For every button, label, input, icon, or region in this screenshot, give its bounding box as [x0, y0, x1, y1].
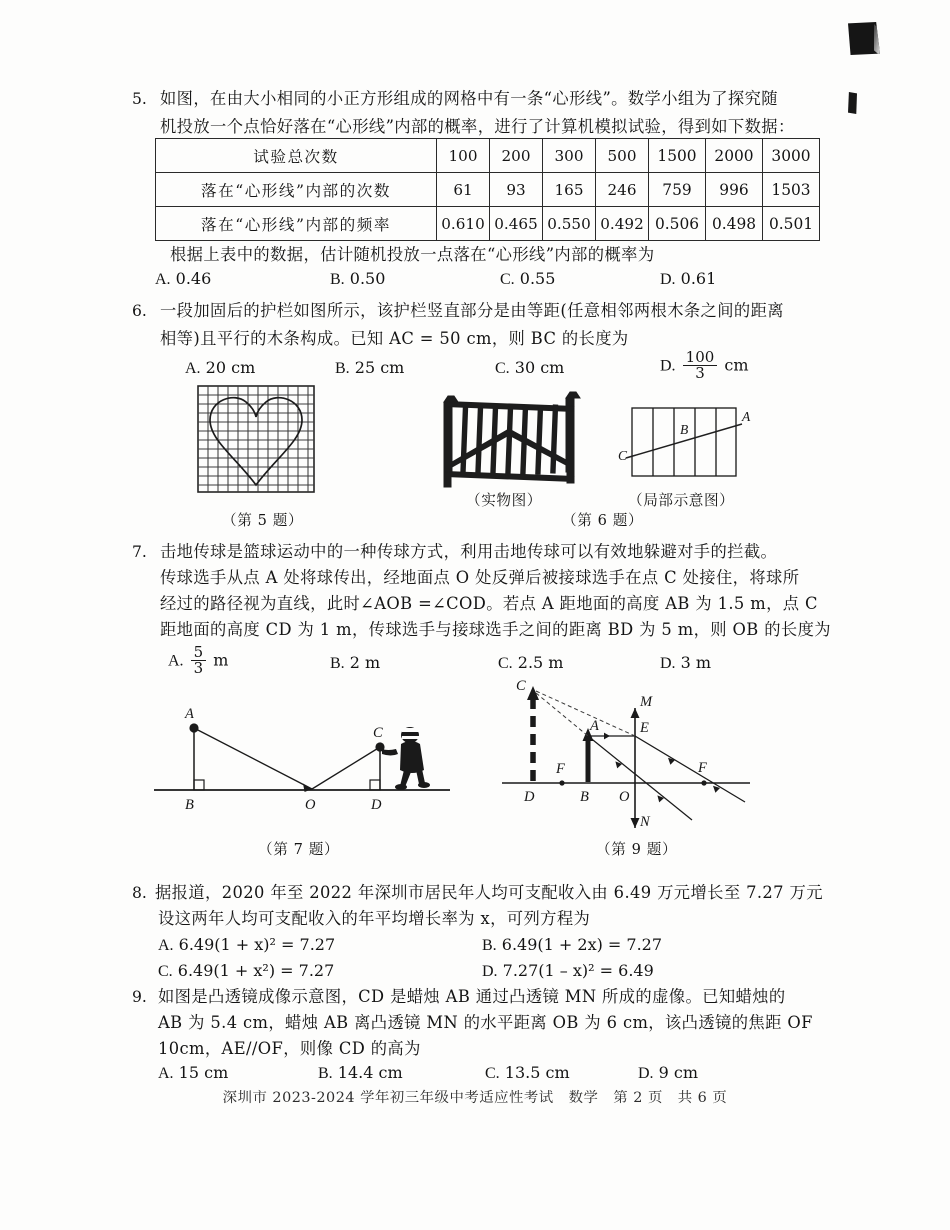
option-label: B.: [318, 1065, 333, 1082]
table-cell: 500: [596, 139, 649, 173]
fraction-numerator: 100: [685, 348, 715, 366]
option-label: A.: [155, 271, 171, 288]
option-text: 20 cm: [205, 358, 256, 377]
table-row-header: 落在“心形线”内部的频率: [156, 207, 437, 241]
option-label: D.: [660, 271, 676, 288]
option-text: 2.5 m: [517, 653, 564, 672]
question-7-number: 7.: [132, 543, 147, 561]
question-9-option-d: [638, 1060, 698, 1087]
basketball-player-icon: [382, 727, 430, 790]
table-cell: 0.501: [763, 207, 820, 241]
question-8-option-d: [482, 958, 654, 985]
table-cell: 200: [490, 139, 543, 173]
question-5-tail-line: 根据上表中的数据，估计随机投放一点落在“心形线”内部的概率为: [170, 245, 655, 264]
question-7-option-b: [330, 650, 380, 677]
table-cell: 0.506: [649, 207, 706, 241]
table-cell: 61: [437, 173, 490, 207]
option-label: A.: [185, 360, 201, 377]
option-text: 7.27(1 – x)² = 6.49: [502, 961, 654, 980]
probability-table: [155, 138, 820, 241]
question-9-option-c: [485, 1060, 570, 1087]
figure-label-b: B: [185, 797, 194, 813]
convex-lens-figure: [492, 668, 792, 833]
option-text: 13.5 cm: [504, 1063, 570, 1082]
question-9-option-a: [158, 1060, 228, 1087]
table-cell: 2000: [706, 139, 763, 173]
option-text: 25 cm: [354, 358, 405, 377]
figure-label-d: D: [371, 797, 382, 813]
question-5-number: 5.: [132, 90, 147, 108]
figure-label-c: C: [373, 725, 383, 741]
question-6-subcaption-schematic: （局部示意图）: [628, 492, 735, 509]
table-cell: 996: [706, 173, 763, 207]
table-cell: 759: [649, 173, 706, 207]
lens-label-n: N: [640, 814, 650, 830]
table-cell: 0.492: [596, 207, 649, 241]
table-cell: 93: [490, 173, 543, 207]
scan-artifact-icon: [848, 22, 880, 55]
question-6-option-b: [335, 355, 404, 382]
option-text: 0.55: [519, 269, 556, 288]
fraction-denominator: 3: [191, 660, 207, 676]
question-5-figure-caption: （第 5 题）: [222, 512, 304, 529]
fraction-numerator: 5: [193, 643, 204, 661]
option-unit: cm: [724, 355, 749, 375]
question-6-option-c: [495, 355, 564, 382]
table-cell: 0.498: [706, 207, 763, 241]
question-5-option-b: [330, 266, 385, 293]
option-label: C.: [500, 271, 515, 288]
schematic-label-a: A: [742, 409, 751, 424]
lens-label-a: A: [590, 718, 599, 734]
option-text: 0.46: [175, 269, 212, 288]
question-8-line-2: 设这两年人均可支配收入的年平均增长率为 x，可列方程为: [158, 909, 591, 928]
option-text: 6.49(1 + x²) = 7.27: [177, 961, 335, 980]
table-cell: 1503: [763, 173, 820, 207]
option-text: 2 m: [349, 653, 381, 672]
table-row-header: 落在“心形线”内部的次数: [156, 173, 437, 207]
question-9-line-1: 如图是凸透镜成像示意图，CD 是蜡烛 AB 通过凸透镜 MN 所成的虚像。已知蜡烛的: [158, 987, 786, 1006]
option-label: D.: [638, 1065, 654, 1082]
option-text: 15 cm: [178, 1063, 229, 1082]
schematic-label-b: B: [680, 422, 689, 437]
question-6-number: 6.: [132, 302, 147, 320]
table-cell: 0.550: [543, 207, 596, 241]
question-5-option-d: [660, 266, 716, 293]
figure-label-a: A: [185, 706, 194, 722]
option-label: D.: [482, 963, 498, 980]
lens-label-f-left: F: [556, 761, 565, 777]
option-text: 30 cm: [514, 358, 565, 377]
lens-label-e: E: [640, 720, 649, 736]
question-9-line-2: AB 为 5.4 cm，蜡烛 AB 离凸透镜 MN 的水平距离 OB 为 6 cm，该凸透镜的焦距 OF: [158, 1013, 813, 1032]
option-label: B.: [330, 655, 345, 672]
question-7-line-3: 经过的路径视为直线，此时∠AOB =∠COD。若点 A 距地面的高度 AB 为 1.5 m，点 C: [160, 594, 818, 613]
option-label: C.: [485, 1065, 500, 1082]
question-6-line-2: 相等)且平行的木条构成。已知 AC = 50 cm，则 BC 的长度为: [160, 329, 629, 348]
option-label: B.: [482, 937, 497, 954]
question-7-line-2: 传球选手从点 A 处将球传出，经地面点 O 处反弹后被接球选手在点 C 处接住，将球所: [160, 568, 800, 587]
question-9-line-3: 10cm，AE//OF，则像 CD 的高为: [158, 1039, 421, 1058]
lens-label-b: B: [580, 789, 589, 805]
question-6-option-a: [185, 355, 255, 382]
bounce-pass-figure: [152, 692, 452, 817]
option-text: 9 cm: [658, 1063, 699, 1082]
option-label: C.: [495, 360, 510, 377]
question-8-option-a: [158, 932, 335, 959]
table-row-header: 试验总次数: [156, 139, 437, 173]
page-footer: 深圳市 2023-2024 学年初三年级中考适应性考试 数学 第 2 页 共 6 页: [222, 1090, 728, 1106]
question-6-subcaption-physical: （实物图）: [466, 492, 542, 509]
question-5-option-c: [500, 266, 555, 293]
question-6-option-d: [660, 350, 749, 382]
option-label: B.: [335, 360, 350, 377]
table-cell: 0.610: [437, 207, 490, 241]
table-row: [156, 139, 820, 173]
lens-label-o: O: [619, 789, 630, 805]
question-8-option-b: [482, 932, 662, 959]
table-cell: 165: [543, 173, 596, 207]
fraction-5-over-3: [191, 645, 207, 677]
question-5-option-a: [155, 266, 211, 293]
question-9-figure-caption: （第 9 题）: [596, 841, 678, 858]
table-row: [156, 207, 820, 241]
table-cell: 3000: [763, 139, 820, 173]
question-7-figure-caption: （第 7 题）: [258, 841, 340, 858]
option-text: 0.61: [680, 269, 717, 288]
question-7-line-1: 击地传球是篮球运动中的一种传球方式，利用击地传球可以有效地躲避对手的拦截。: [160, 542, 778, 561]
question-5-line-1: 如图，在由大小相同的小正方形组成的网格中有一条“心形线”。数学小组为了探究随: [160, 89, 778, 108]
option-unit: m: [213, 650, 229, 670]
question-8-line-1: 据报道，2020 年至 2022 年深圳市居民年人均可支配收入由 6.49 万元增长至 7.27 万元: [155, 883, 823, 902]
option-label: A.: [158, 1065, 174, 1082]
railing-schematic-figure: [618, 396, 760, 492]
question-8-number: 8.: [132, 884, 147, 902]
option-label: C.: [158, 963, 173, 980]
figure-label-o: O: [305, 797, 316, 813]
option-label: B.: [330, 271, 345, 288]
question-6-figure-caption: （第 6 题）: [562, 512, 644, 529]
question-8-option-c: [158, 958, 334, 985]
question-9-number: 9.: [132, 988, 147, 1006]
option-label: A.: [168, 652, 184, 670]
table-cell: 300: [543, 139, 596, 173]
heart-grid-figure: [196, 384, 320, 496]
question-9-option-b: [318, 1060, 403, 1087]
table-cell: 246: [596, 173, 649, 207]
lens-label-d: D: [524, 789, 535, 805]
table-cell: 100: [437, 139, 490, 173]
option-text: 3 m: [680, 653, 712, 672]
table-row: [156, 173, 820, 207]
option-label: D.: [660, 357, 676, 375]
question-5-line-2: 机投放一个点恰好落在“心形线”内部的概率，进行了计算机模拟试验，得到如下数据：: [160, 117, 795, 136]
option-label: C.: [498, 655, 513, 672]
option-label: D.: [660, 655, 676, 672]
question-6-line-1: 一段加固后的护栏如图所示，该护栏竖直部分是由等距(任意相邻两根木条之间的距离: [160, 301, 784, 320]
lens-label-m: M: [640, 694, 653, 710]
option-text: 6.49(1 + 2x) = 7.27: [501, 935, 663, 954]
question-7-line-4: 距地面的高度 CD 为 1 m，传球选手与接球选手之间的距离 BD 为 5 m，则 OB 的长度为: [160, 620, 831, 639]
fraction-100-over-3: [683, 350, 718, 382]
scan-artifact-secondary-icon: [848, 92, 857, 114]
table-cell: 0.465: [490, 207, 543, 241]
lens-label-c: C: [516, 678, 526, 694]
railing-photo-figure: [430, 388, 588, 488]
table-cell: 1500: [649, 139, 706, 173]
question-7-option-a: [168, 645, 228, 677]
schematic-label-c: C: [618, 448, 628, 463]
option-text: 14.4 cm: [337, 1063, 403, 1082]
fraction-denominator: 3: [683, 365, 718, 381]
option-text: 0.50: [349, 269, 386, 288]
option-label: A.: [158, 937, 174, 954]
option-text: 6.49(1 + x)² = 7.27: [178, 935, 336, 954]
lens-label-f-right: F: [698, 760, 707, 776]
